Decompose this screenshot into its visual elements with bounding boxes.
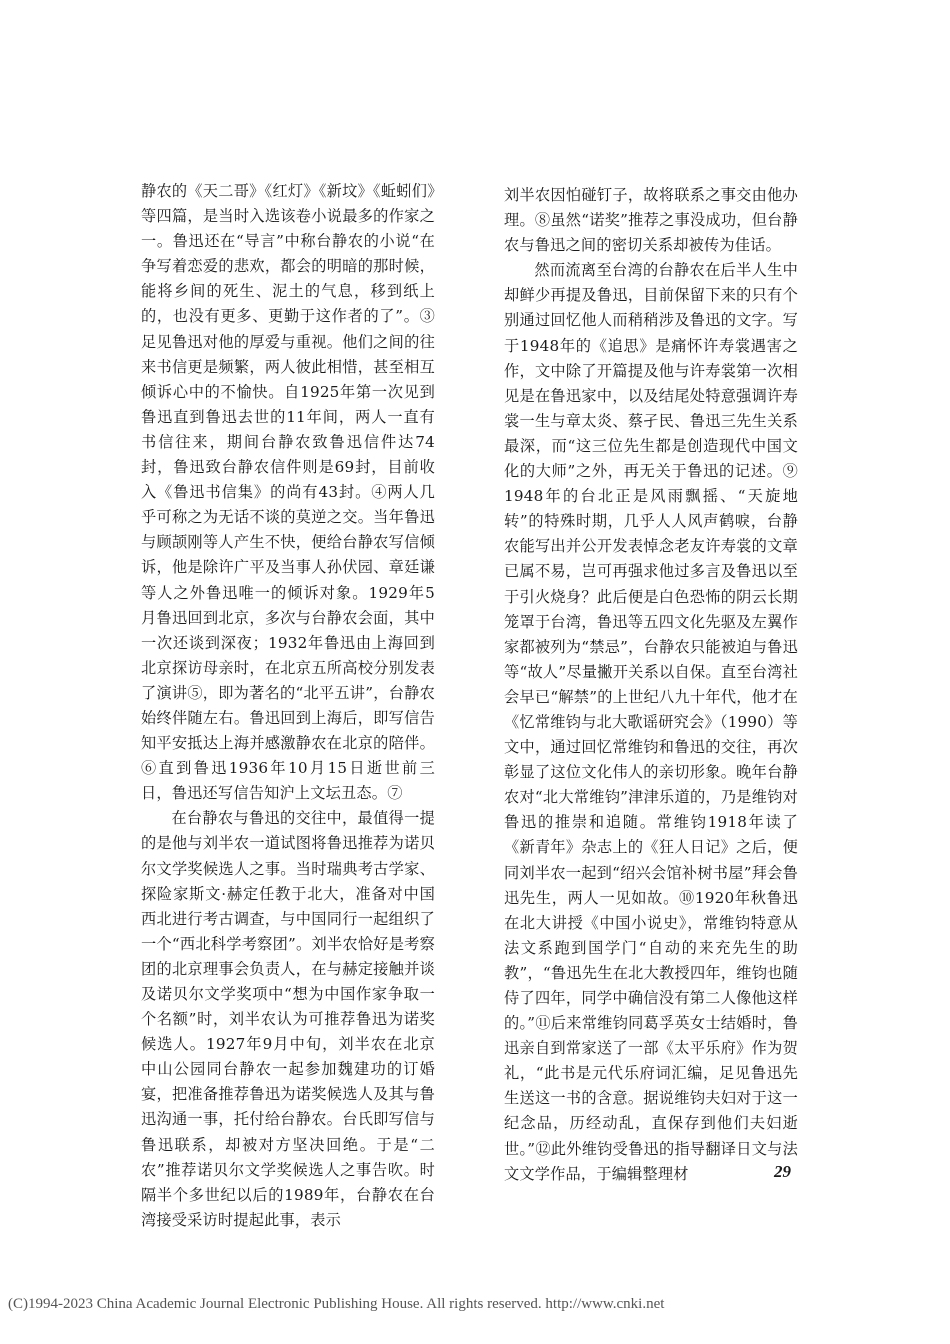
page-number: 29 — [774, 1162, 791, 1181]
right-column — [504, 183, 798, 1187]
paragraph: 然而流离至台湾的台静农在后半人生中却鲜少再提及鲁迅，目前保留下来的只有个别通过回忆他人而稍稍涉及鲁迅的文字。写于1948年的《追思》是痛怀许寿裳遇害之作，文中除了开篇提及他与许寿裳第一次相见是在鲁迅家中，以及结尾处特意强调许寿裳一生与章太炎、蔡孑民、鲁迅三先生关系最深，而“这三位先生都是创造现代中国文化的大师”之外，再无关于鲁迅的记述。⑨1948年的台北正是风雨飘摇、“天旋地转”的特殊时期，几乎人人风声鹤唳，台静农能写出并公开发表悼念老友许寿裳的文章已属不易，岂可再强求他过多言及鲁迅以至于引火烧身？此后便是白色恐怖的阴云长期笼罩于台湾，鲁迅等五四文化先驱及左翼作家都被列为“禁忌”，台静农只能被迫与鲁迅等“故人”尽量撇开关系以自保。直至台湾社会早已“解禁”的上世纪八九十年代，他才在《忆常维钧与北大歌谣研究会》（1990）等文中，通过回忆常维钧和鲁迅的交往，再次彰显了这位文化伟人的亲切形象。晚年台静农对“北大常维钧”津津乐道的，乃是维钧对鲁迅的推崇和追随。常维钧1918年读了《新青年》杂志上的《狂人日记》之后，便同刘半农一起到“绍兴会馆补树书屋”拜会鲁迅先生，两人一见如故。⑩1920年秋鲁迅在北大讲授《中国小说史》，常维钧特意从法文系跑到国学门“自动的来充先生的助教”，“鲁迅先生在北大教授四年，维钧也随侍了四年，同学中确信没有第二人像他这样的。”⑪后来常维钧同葛孚英女士结婚时，鲁迅亲自到常家送了一部《太平乐府》作为贺礼，“此书是元代乐府词汇编，足见鲁迅先生送这一书的含意。据说维钧夫妇对于这一纪念品，历经动乱，直保存到他们夫妇逝世。”⑫此外维钧受鲁迅的指导翻译日文与法文文学作品，于编辑整理材 — [504, 261, 798, 1183]
paragraph: 刘半农因怕碰钉子，故将联系之事交由他办理。⑧虽然“诺奖”推荐之事没成功，但台静农与鲁迅之间的密切关系却被传为佳话。 — [504, 186, 798, 255]
paragraph: 静农的《天二哥》《红灯》《新坟》《蚯蚓们》等四篇，是当时入选该卷小说最多的作家之一。鲁迅还在“导言”中称台静农的小说“在争写着恋爱的悲欢，都会的明暗的那时候，能将乡间的死生、泥土的气息，移到纸上的，也没有更多、更勤于这作者的了”。③足见鲁迅对他的厚爱与重视。他们之间的往来书信更是频繁，两人彼此相惜，甚至相互倾诉心中的不愉快。自1925年第一次见到鲁迅直到鲁迅去世的11年间，两人一直有书信往来，期间台静农致鲁迅信件达74封，鲁迅致台静农信件则是69封，目前收入《鲁迅书信集》的尚有43封。④两人几乎可称之为无话不谈的莫逆之交。当年鲁迅与顾颉刚等人产生不快，便给台静农写信倾诉，他是除许广平及当事人孙伏园、章廷谦等人之外鲁迅唯一的倾诉对象。1929年5月鲁迅回到北京，多次与台静农会面，其中一次还谈到深夜；1932年鲁迅由上海回到北京探访母亲时，在北京五所高校分别发表了演讲⑤，即为著名的“北平五讲”，台静农始终伴随左右。鲁迅回到上海后，即写信告知平安抵达上海并感激静农在北京的陪伴。⑥直到鲁迅1936年10月15日逝世前三日，鲁迅还写信告知沪上文坛丑态。⑦ — [141, 182, 435, 803]
copyright-footer: (C)1994-2023 China Academic Journal Electronic Publishing House. All rights reserved. http://www.cnki.net — [8, 1296, 665, 1312]
paragraph: 在台静农与鲁迅的交往中，最值得一提的是他与刘半农一道试图将鲁迅推荐为诺贝尔文学奖候选人之事。当时瑞典考古学家、探险家斯文·赫定任教于北大，准备对中国西北进行考古调查，与中国同行一起组织了一个“西北科学考察团”。刘半农恰好是考察团的北京理事会负责人，在与赫定接触并谈及诺贝尔文学奖项中“想为中国作家争取一个名额”时，刘半农认为可推荐鲁迅为诺奖候选人。1927年9月中旬，刘半农在北京中山公园同台静农一起参加魏建功的订婚宴，把准备推荐鲁迅为诺奖候选人及其与鲁迅沟通一事，托付给台静农。台氏即写信与鲁迅联系，却被对方坚决回绝。于是“二农”推荐诺贝尔文学奖候选人之事告吹。时隔半个多世纪以后的1989年，台静农在台湾接受采访时提起此事，表示 — [141, 809, 435, 1229]
left-column — [141, 179, 435, 1233]
